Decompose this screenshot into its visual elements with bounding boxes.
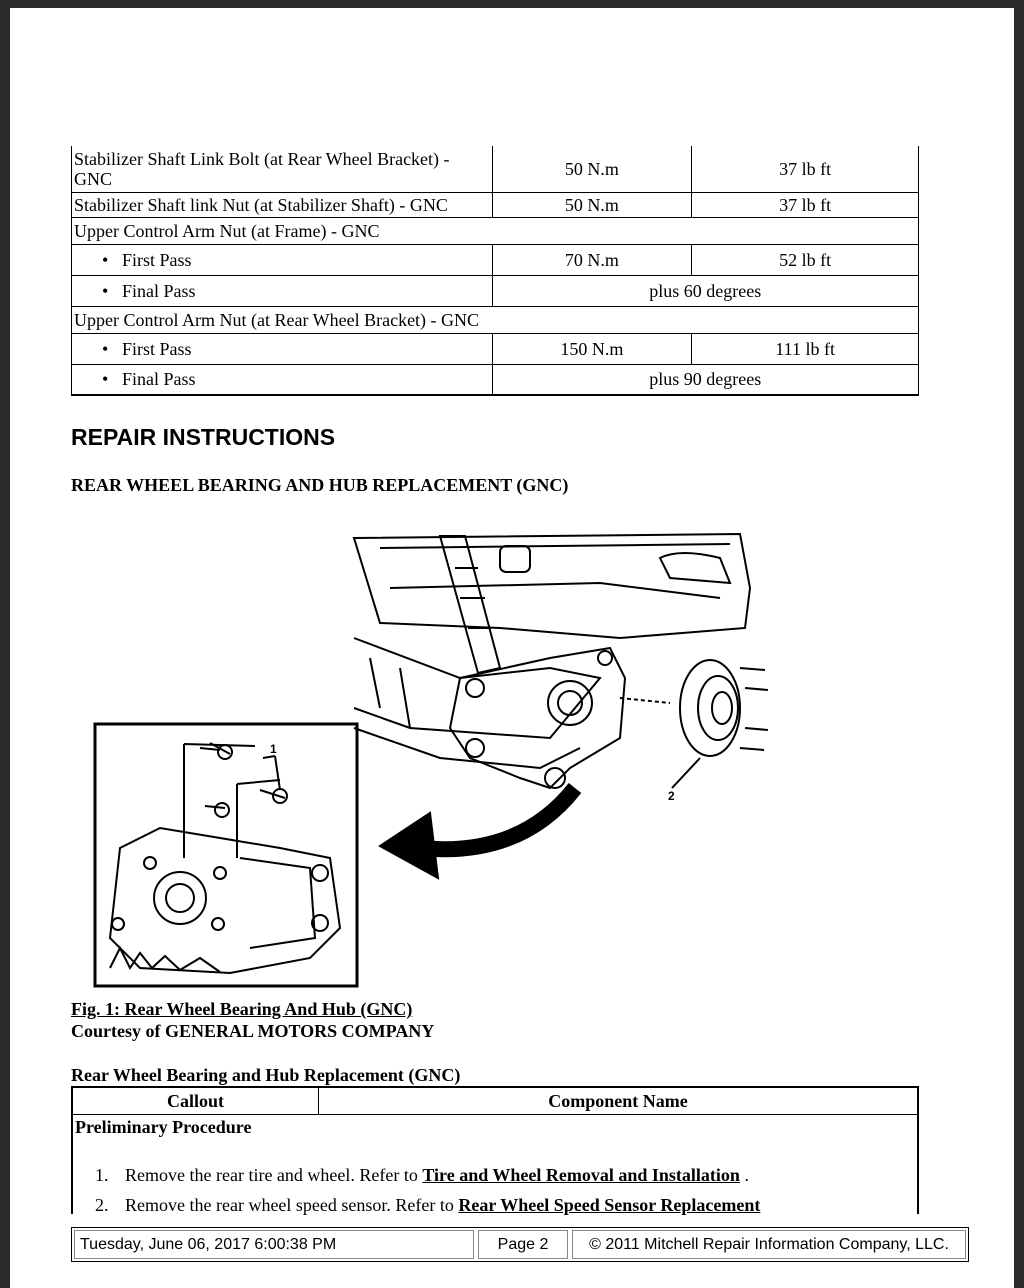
- pass-name: First Pass: [122, 249, 192, 270]
- table-row: [72, 244, 919, 275]
- footer-page-number: Page 2: [478, 1230, 568, 1259]
- figure-courtesy: Courtesy of GENERAL MOTORS COMPANY: [71, 1021, 435, 1041]
- pass-name: First Pass: [122, 338, 192, 359]
- col-component-name: Component Name: [548, 1091, 688, 1111]
- table-row: [72, 146, 919, 192]
- figure-caption: [71, 998, 434, 1042]
- section-heading: REPAIR INSTRUCTIONS: [71, 424, 336, 450]
- col-callout: Callout: [73, 1088, 319, 1114]
- table-row: [72, 275, 919, 306]
- document-page: [10, 8, 1014, 1288]
- steps-table-title: Rear Wheel Bearing and Hub Replacement (GNC): [71, 1065, 461, 1085]
- procedure-table-header: [73, 1088, 917, 1115]
- bearing-hub-illustration: [80, 528, 770, 998]
- bullet-icon: •: [102, 369, 109, 390]
- page-footer: [71, 1227, 969, 1262]
- table-row: [72, 333, 919, 364]
- combined-value: plus 60 degrees: [492, 275, 919, 306]
- table-row: [72, 364, 919, 395]
- metric-value: 50 N.m: [492, 146, 692, 192]
- torque-spec-table: [71, 146, 919, 396]
- footer-copyright: © 2011 Mitchell Repair Information Company, LLC.: [572, 1230, 966, 1259]
- bullet-icon: •: [102, 249, 109, 270]
- list-item: 1. Remove the rear tire and wheel. Refer to Tire and Wheel Removal and Installation .: [95, 1165, 749, 1185]
- fastener-name: Stabilizer Shaft Link Bolt (at Rear Wheel Bracket) - GNC: [72, 146, 493, 192]
- tire-wheel-removal-link[interactable]: Tire and Wheel Removal and Installation: [422, 1165, 740, 1185]
- table-row: [72, 192, 919, 217]
- english-value: 37 lb ft: [692, 146, 919, 192]
- footer-date: Tuesday, June 06, 2017 6:00:38 PM: [74, 1230, 474, 1259]
- speed-sensor-replacement-link[interactable]: Rear Wheel Speed Sensor Replacement: [458, 1195, 761, 1215]
- bullet-icon: •: [102, 280, 109, 301]
- figure-title-link[interactable]: Fig. 1: Rear Wheel Bearing And Hub (GNC): [71, 999, 413, 1019]
- procedure-heading: REAR WHEEL BEARING AND HUB REPLACEMENT (GNC): [71, 475, 569, 495]
- pass-name: Final Pass: [122, 280, 196, 301]
- english-value: 111 lb ft: [692, 333, 919, 364]
- bullet-icon: •: [102, 338, 109, 359]
- callout-2-label: 2: [668, 789, 675, 803]
- pass-name: Final Pass: [122, 369, 196, 390]
- english-value: 37 lb ft: [692, 192, 919, 217]
- preliminary-procedure-label: Preliminary Procedure: [75, 1117, 252, 1137]
- list-item: 2. Remove the rear wheel speed sensor. Refer to Rear Wheel Speed Sensor Replacement: [95, 1195, 761, 1215]
- metric-value: 150 N.m: [492, 333, 692, 364]
- fastener-group-name: Upper Control Arm Nut (at Rear Wheel Bracket) - GNC: [72, 306, 919, 333]
- metric-value: 70 N.m: [492, 244, 692, 275]
- combined-value: plus 90 degrees: [492, 364, 919, 395]
- english-value: 52 lb ft: [692, 244, 919, 275]
- procedure-table: [71, 1086, 919, 1214]
- callout-1-label: 1: [270, 742, 277, 756]
- step-list: [73, 1160, 917, 1220]
- fastener-group-name: Upper Control Arm Nut (at Frame) - GNC: [72, 217, 919, 244]
- table-row: [72, 217, 919, 244]
- metric-value: 50 N.m: [492, 192, 692, 217]
- fastener-name: Stabilizer Shaft link Nut (at Stabilizer Shaft) - GNC: [72, 192, 493, 217]
- table-row: [72, 306, 919, 333]
